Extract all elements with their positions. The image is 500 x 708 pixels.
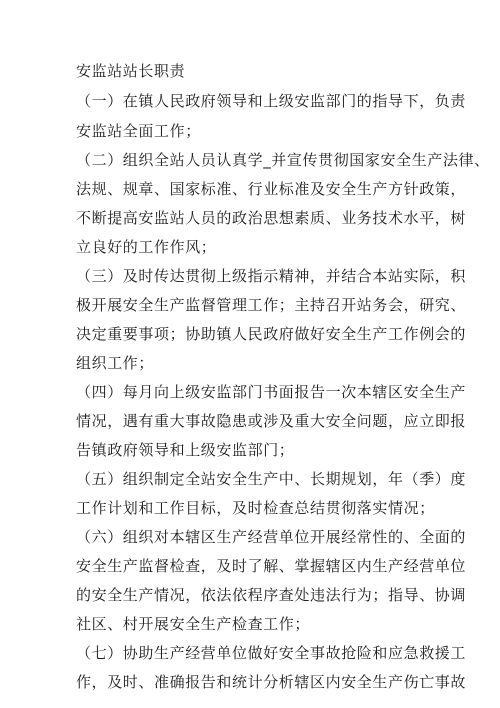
document-line: （六）组织对本辖区生产经营单位开展经常性的、全面的 xyxy=(76,528,467,546)
document-line: 作，及时、准确报告和统计分析辖区内安全生产伤亡事故 xyxy=(76,673,467,691)
document-line: （七）协助生产经营单位做好安全事故抢险和应急救援工 xyxy=(76,644,467,662)
document-line: （二）组织全站人员认真学_并宣传贯彻国家安全生产法律、 xyxy=(76,151,490,169)
document-line: 立良好的工作作风； xyxy=(76,238,217,256)
document-line: （一）在镇人民政府领导和上级安监部门的指导下，负责 xyxy=(76,92,467,110)
document-line: （三）及时传达贯彻上级指示精神，并结合本站实际，积 xyxy=(76,267,467,285)
document-line: 安全生产监督检查，及时了解、掌握辖区内生产经营单位 xyxy=(76,557,467,575)
document-line: 法规、规章、国家标准、行业标准及安全生产方针政策， xyxy=(76,180,467,198)
document-line: 组织工作； xyxy=(76,354,155,372)
document-line: 社区、村开展安全生产检查工作； xyxy=(76,615,311,633)
document-line: 不断提高安监站人员的政治思想素质、业务技术水平，树 xyxy=(76,209,467,227)
document-line: 告镇政府领导和上级安监部门； xyxy=(76,441,295,459)
document-title: 安监站站长职责 xyxy=(76,62,186,80)
document-line: 决定重要事项；协助镇人民政府做好安全生产工作例会的 xyxy=(76,325,467,343)
document-line: （四）每月向上级安监部门书面报告一次本辖区安全生产 xyxy=(76,383,467,401)
document-line: （五）组织制定全站安全生产中、长期规划，年（季）度 xyxy=(76,470,467,488)
document-line: 的安全生产情况，依法依程序查处违法行为；指导、协调 xyxy=(76,586,467,604)
document-line: 极开展安全生产监督管理工作；主持召开站务会，研究、 xyxy=(76,296,467,314)
document-line: 情况，遇有重大事故隐患或涉及重大安全问题，应立即报 xyxy=(76,412,467,430)
document-line: 安监站全面工作； xyxy=(76,122,201,140)
document-line: 工作计划和工作目标，及时检查总结贯彻落实情况； xyxy=(76,499,435,517)
